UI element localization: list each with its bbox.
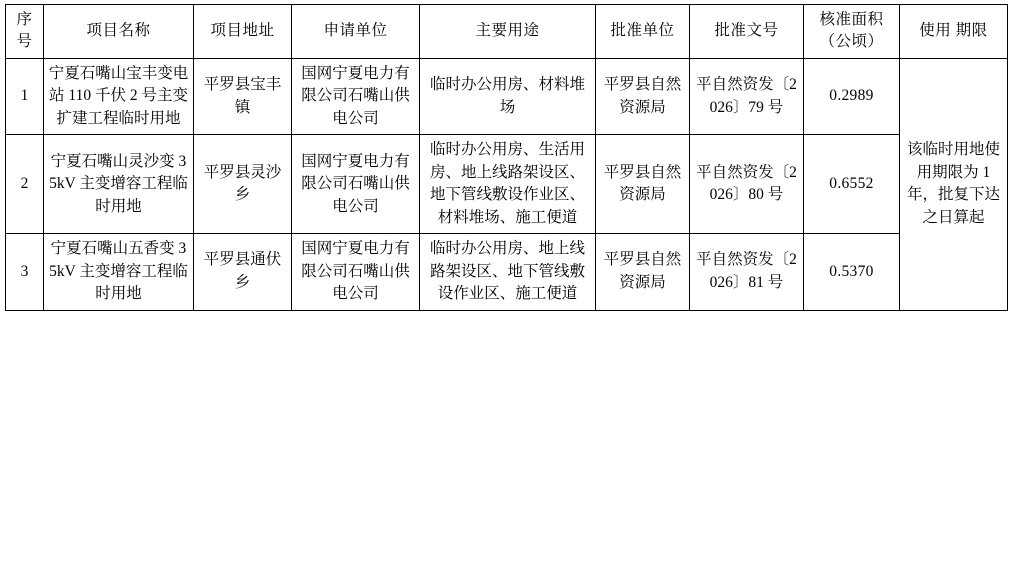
cell-approval-unit: 平罗县自然资源局 xyxy=(596,234,690,310)
cell-project-name: 宁夏石嘴山灵沙变 35kV 主变增容工程临时用地 xyxy=(44,135,194,234)
column-header-seq: 序 号 xyxy=(6,5,44,59)
cell-main-use: 临时办公用房、材料堆场 xyxy=(420,58,596,134)
cell-seq: 3 xyxy=(6,234,44,310)
cell-approval-unit: 平罗县自然资源局 xyxy=(596,135,690,234)
cell-term-merged: 该临时用地使用期限为 1 年，批复下达之日算起 xyxy=(900,58,1008,310)
cell-approval-doc-no: 平自然资发〔2026〕80 号 xyxy=(690,135,804,234)
table-body xyxy=(6,58,1008,310)
cell-main-use: 临时办公用房、生活用房、地上线路架设区、地下管线敷设作业区、材料堆场、施工便道 xyxy=(420,135,596,234)
column-header-project-address: 项目地址 xyxy=(194,5,292,59)
table-row xyxy=(6,135,1008,234)
cell-applicant: 国网宁夏电力有限公司石嘴山供电公司 xyxy=(292,135,420,234)
cell-project-address: 平罗县通伏乡 xyxy=(194,234,292,310)
cell-project-address: 平罗县宝丰镇 xyxy=(194,58,292,134)
table-header-row xyxy=(6,5,1008,59)
table-row xyxy=(6,234,1008,310)
cell-main-use: 临时办公用房、地上线路架设区、地下管线敷设作业区、施工便道 xyxy=(420,234,596,310)
column-header-approval-doc-no: 批准文号 xyxy=(690,5,804,59)
cell-approved-area: 0.5370 xyxy=(804,234,900,310)
column-header-main-use: 主要用途 xyxy=(420,5,596,59)
column-header-approved-area: 核准面积（公顷） xyxy=(804,5,900,59)
cell-project-name: 宁夏石嘴山宝丰变电站 110 千伏 2 号主变扩建工程临时用地 xyxy=(44,58,194,134)
cell-seq: 2 xyxy=(6,135,44,234)
cell-approved-area: 0.6552 xyxy=(804,135,900,234)
table-row xyxy=(6,58,1008,134)
column-header-applicant: 申请单位 xyxy=(292,5,420,59)
document-page xyxy=(0,4,1010,587)
cell-seq: 1 xyxy=(6,58,44,134)
column-header-term: 使用 期限 xyxy=(900,5,1008,59)
cell-approved-area: 0.2989 xyxy=(804,58,900,134)
cell-project-name: 宁夏石嘴山五香变 35kV 主变增容工程临时用地 xyxy=(44,234,194,310)
column-header-approval-unit: 批准单位 xyxy=(596,5,690,59)
cell-approval-unit: 平罗县自然资源局 xyxy=(596,58,690,134)
cell-project-address: 平罗县灵沙乡 xyxy=(194,135,292,234)
temporary-land-approval-table xyxy=(5,4,1008,311)
cell-applicant: 国网宁夏电力有限公司石嘴山供电公司 xyxy=(292,234,420,310)
column-header-project-name: 项目名称 xyxy=(44,5,194,59)
cell-approval-doc-no: 平自然资发〔2026〕81 号 xyxy=(690,234,804,310)
cell-approval-doc-no: 平自然资发〔2026〕79 号 xyxy=(690,58,804,134)
cell-applicant: 国网宁夏电力有限公司石嘴山供电公司 xyxy=(292,58,420,134)
table-header xyxy=(6,5,1008,59)
